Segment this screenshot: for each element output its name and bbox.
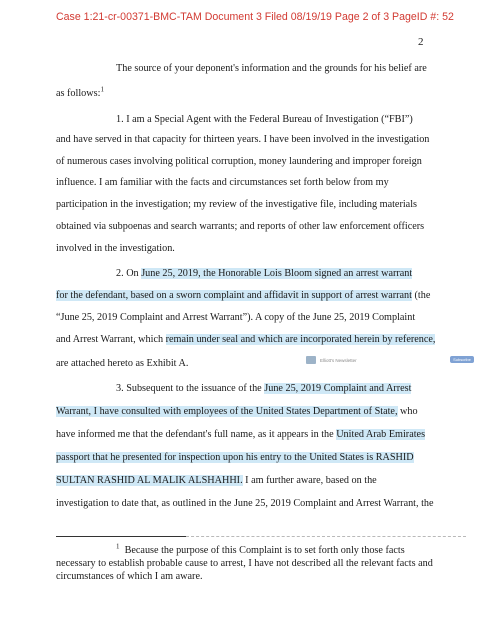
para2-line-2: for the defendant, based on a sworn complaint and affidavit in support of arrest warrant (the [56, 290, 431, 301]
para1-line-6: obtained via subpoenas and search warrants; and reports of other law enforcement officers [56, 221, 425, 232]
highlight: United Arab Emirates [336, 429, 426, 440]
newsletter-icon [306, 356, 316, 364]
para3-line-3: have informed me that the defendant's full name, as it appears in the United Arab Emirates [56, 429, 426, 440]
para2-line-5: are attached hereto as Exhibit A. [56, 358, 189, 369]
para1-line-1: 1. I am a Special Agent with the Federal Bureau of Investigation (“FBI”) [116, 114, 413, 125]
highlight: passport that he presented for inspection upon his entry to the United States is RASHID [56, 452, 414, 463]
highlight: June 25, 2019, the Honorable Lois Bloom signed an arrest warrant [141, 268, 413, 279]
footnote-marker: 1 [116, 542, 120, 551]
para3-line-4 [56, 451, 414, 464]
para1-line-5: participation in the investigation; my review of the investigative file, including materials [56, 199, 417, 210]
page-number: 2 [418, 36, 424, 48]
intro-line-1: The source of your deponent's information and the grounds for his belief are [116, 63, 427, 74]
para2-line-1: 2. On June 25, 2019, the Honorable Lois Bloom signed an arrest warrant [116, 268, 413, 279]
case-header: Case 1:21-cr-00371-BMC-TAM Document 3 Filed 08/19/19 Page 2 of 3 PageID #: 52 [56, 11, 454, 23]
footnote-line-2: necessary to establish probable cause to arrest, I have not described all the relevant facts and [56, 558, 433, 569]
para3-line-6: investigation to date that, as outlined in the June 25, 2019 Complaint and Arrest Warrant, the [56, 498, 434, 509]
highlight: remain under seal and which are incorporated herein by reference, [165, 334, 436, 345]
para1-line-3: of numerous cases involving political corruption, money laundering and improper foreign [56, 156, 422, 167]
newsletter-widget [306, 354, 426, 366]
footnote-ref: 1 [100, 85, 104, 94]
highlight: June 25, 2019 Complaint and Arrest [264, 383, 412, 394]
footnote-line-1: $^1$ Because the purpose of this Complaint is to set forth only those facts [116, 542, 405, 556]
para2-line-4: and Arrest Warrant, which remain under seal and which are incorporated herein by reference, [56, 334, 436, 345]
highlight: SULTAN RASHID AL MALIK ALSHAHHI. [56, 475, 243, 486]
newsletter-label: Elliott's Newsletter [320, 357, 357, 363]
highlight: for the defendant, based on a sworn complaint and affidavit in support of arrest warrant [56, 290, 412, 301]
para3-line-1: 3. Subsequent to the issuance of the June 25, 2019 Complaint and Arrest [116, 383, 412, 394]
subscribe-button[interactable]: Subscribe [450, 356, 474, 363]
para1-line-2: and have served in that capacity for thirteen years. I have been involved in the investigation [56, 134, 430, 145]
footnote-divider [56, 536, 186, 537]
footnote-line-3: circumstances of which I am aware. [56, 571, 203, 582]
highlight: Warrant, I have consulted with employees of the United States Department of State, [56, 406, 398, 417]
intro-line-2: as follows:$^1$ [56, 85, 104, 99]
para3-line-5: SULTAN RASHID AL MALIK ALSHAHHI. I am further aware, based on the [56, 475, 377, 486]
para1-line-4: influence. I am familiar with the facts and circumstances set forth below from my [56, 177, 389, 188]
page-break-divider [186, 536, 466, 537]
para2-line-3: “June 25, 2019 Complaint and Arrest Warrant”). A copy of the June 25, 2019 Complaint [56, 312, 416, 323]
para1-line-7: involved in the investigation. [56, 243, 175, 254]
para3-line-2: Warrant, I have consulted with employees of the United States Department of State, who [56, 406, 418, 417]
